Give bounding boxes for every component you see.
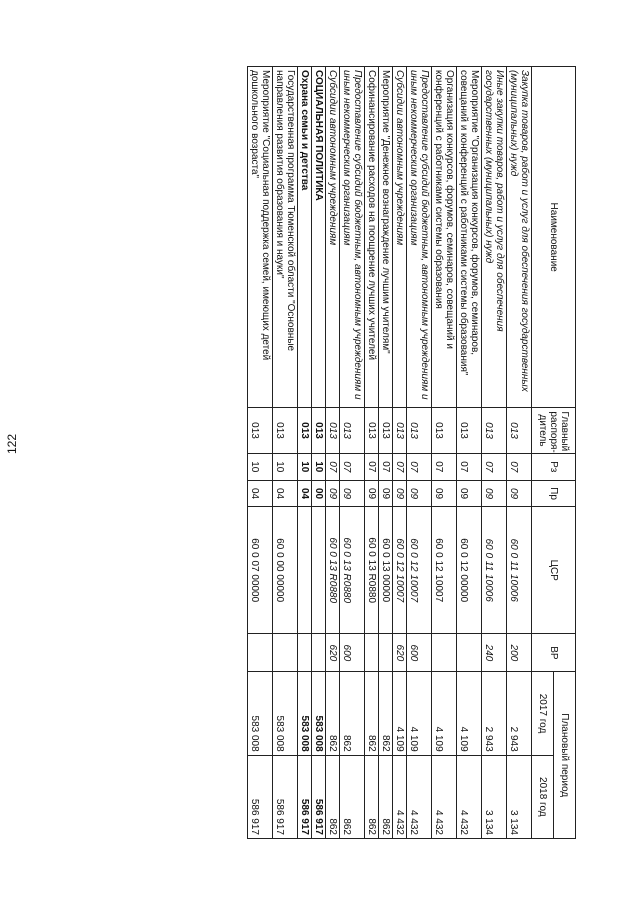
table-row bbox=[507, 67, 532, 839]
header-pr: Пр bbox=[532, 480, 576, 506]
cell-rz: 07 bbox=[507, 453, 532, 480]
cell-csr bbox=[312, 507, 326, 634]
header-2018: 2018 год bbox=[532, 755, 554, 838]
cell-grbs: 013 bbox=[340, 408, 365, 453]
cell-rz: 07 bbox=[365, 453, 379, 480]
cell-vr bbox=[365, 634, 379, 672]
cell-rz: 10 bbox=[298, 453, 312, 480]
cell-pr: 09 bbox=[407, 480, 432, 506]
cell-2018: 862 bbox=[379, 755, 393, 838]
budget-table bbox=[247, 66, 576, 839]
cell-2018: 586 917 bbox=[273, 755, 298, 838]
cell-csr: 60 0 13 00000 bbox=[379, 507, 393, 634]
cell-2017: 583 008 bbox=[312, 672, 326, 755]
cell-rz: 07 bbox=[393, 453, 407, 480]
cell-csr: 60 0 12 10007 bbox=[407, 507, 432, 634]
cell-vr: 620 bbox=[326, 634, 340, 672]
cell-name: Предоставление субсидий бюджетным, автономным учреждениям и иным некоммерческим организациям bbox=[407, 67, 432, 408]
cell-rz: 07 bbox=[379, 453, 393, 480]
cell-grbs: 013 bbox=[273, 408, 298, 453]
table-row bbox=[407, 67, 432, 839]
cell-rz: 10 bbox=[312, 453, 326, 480]
cell-name: Предоставление субсидий бюджетным, автономным учреждениям и иным некоммерческим организациям bbox=[340, 67, 365, 408]
cell-pr: 09 bbox=[457, 480, 482, 506]
table-row bbox=[365, 67, 379, 839]
cell-rz: 07 bbox=[340, 453, 365, 480]
cell-rz: 10 bbox=[273, 453, 298, 480]
rotated-page bbox=[126, 66, 576, 839]
cell-vr bbox=[298, 634, 312, 672]
cell-2017: 862 bbox=[379, 672, 393, 755]
cell-2017: 583 008 bbox=[298, 672, 312, 755]
cell-csr: 60 0 07 00000 bbox=[248, 507, 273, 634]
cell-grbs: 013 bbox=[312, 408, 326, 453]
cell-2018: 862 bbox=[365, 755, 379, 838]
cell-name: Государственная программа Тюменской области "Основные направления развития образования и науки" bbox=[273, 67, 298, 408]
table-row bbox=[298, 67, 312, 839]
table-row bbox=[393, 67, 407, 839]
cell-grbs: 013 bbox=[432, 408, 457, 453]
cell-2017: 862 bbox=[326, 672, 340, 755]
cell-name: Мероприятие "Социальная поддержка семей, имеющих детей дошкольного возраста" bbox=[248, 67, 273, 408]
table-row bbox=[248, 67, 273, 839]
cell-csr: 60 0 00 00000 bbox=[273, 507, 298, 634]
cell-2018: 4 432 bbox=[407, 755, 432, 838]
cell-2017: 4 109 bbox=[407, 672, 432, 755]
cell-2018: 862 bbox=[340, 755, 365, 838]
cell-pr: 00 bbox=[312, 480, 326, 506]
cell-name: Мероприятие "Денежное вознаграждение лучшим учителям" bbox=[379, 67, 393, 408]
cell-vr: 240 bbox=[482, 634, 507, 672]
cell-name: СОЦИАЛЬНАЯ ПОЛИТИКА bbox=[312, 67, 326, 408]
table-row bbox=[340, 67, 365, 839]
cell-csr: 60 0 11 10006 bbox=[482, 507, 507, 634]
cell-2018: 4 432 bbox=[393, 755, 407, 838]
cell-rz: 07 bbox=[457, 453, 482, 480]
cell-grbs: 013 bbox=[507, 408, 532, 453]
cell-grbs: 013 bbox=[482, 408, 507, 453]
cell-name: Субсидии автономным учреждениям bbox=[326, 67, 340, 408]
cell-csr: 60 0 11 10006 bbox=[507, 507, 532, 634]
cell-csr: 60 0 12 00000 bbox=[457, 507, 482, 634]
cell-rz: 07 bbox=[432, 453, 457, 480]
cell-rz: 07 bbox=[482, 453, 507, 480]
header-name: Наименование bbox=[532, 67, 576, 408]
cell-grbs: 013 bbox=[457, 408, 482, 453]
cell-2017: 2 943 bbox=[482, 672, 507, 755]
cell-pr: 09 bbox=[393, 480, 407, 506]
cell-grbs: 013 bbox=[365, 408, 379, 453]
table-row bbox=[379, 67, 393, 839]
cell-grbs: 013 bbox=[407, 408, 432, 453]
cell-pr: 09 bbox=[326, 480, 340, 506]
cell-name: Организация конкурсов, форумов, семинаров, совещаний и конференций с работниками системы образования bbox=[432, 67, 457, 408]
cell-pr: 09 bbox=[340, 480, 365, 506]
cell-2018: 4 432 bbox=[432, 755, 457, 838]
cell-2017: 862 bbox=[340, 672, 365, 755]
cell-grbs: 013 bbox=[393, 408, 407, 453]
cell-vr: 600 bbox=[340, 634, 365, 672]
table-header bbox=[532, 67, 576, 839]
cell-name: Иные закупки товаров, работ и услуг для обеспечения государственных (муниципальных) нужд bbox=[482, 67, 507, 408]
cell-rz: 07 bbox=[326, 453, 340, 480]
cell-2018: 586 917 bbox=[298, 755, 312, 838]
cell-pr: 09 bbox=[482, 480, 507, 506]
table-body bbox=[248, 67, 532, 839]
cell-vr bbox=[457, 634, 482, 672]
cell-pr: 04 bbox=[273, 480, 298, 506]
cell-2017: 4 109 bbox=[457, 672, 482, 755]
cell-2018: 586 917 bbox=[248, 755, 273, 838]
cell-2017: 583 008 bbox=[248, 672, 273, 755]
cell-2018: 586 917 bbox=[312, 755, 326, 838]
cell-vr bbox=[432, 634, 457, 672]
cell-vr: 200 bbox=[507, 634, 532, 672]
cell-csr: 60 0 12 10007 bbox=[432, 507, 457, 634]
cell-vr bbox=[273, 634, 298, 672]
cell-2018: 3 134 bbox=[507, 755, 532, 838]
cell-name: Софинансирование расходов на поощрение лучших учителей bbox=[365, 67, 379, 408]
table-row bbox=[482, 67, 507, 839]
cell-rz: 07 bbox=[407, 453, 432, 480]
header-grbs: Главный распоря-дитель bbox=[532, 408, 576, 453]
cell-pr: 09 bbox=[379, 480, 393, 506]
cell-2017: 4 109 bbox=[393, 672, 407, 755]
cell-grbs: 013 bbox=[379, 408, 393, 453]
cell-name: Закупка товаров, работ и услуг для обеспечения государственных (муниципальных) нужд bbox=[507, 67, 532, 408]
header-plan-period: Плановый период bbox=[554, 672, 576, 839]
cell-2017: 4 109 bbox=[432, 672, 457, 755]
table-row bbox=[273, 67, 298, 839]
cell-vr: 600 bbox=[407, 634, 432, 672]
cell-2018: 3 134 bbox=[482, 755, 507, 838]
cell-csr: 60 0 13 R0880 bbox=[326, 507, 340, 634]
cell-grbs: 013 bbox=[298, 408, 312, 453]
page-number: 122 bbox=[5, 433, 19, 455]
cell-2018: 862 bbox=[326, 755, 340, 838]
cell-pr: 09 bbox=[365, 480, 379, 506]
cell-pr: 09 bbox=[507, 480, 532, 506]
header-vr: ВР bbox=[532, 634, 576, 672]
header-2017: 2017 год bbox=[532, 672, 554, 755]
cell-pr: 09 bbox=[432, 480, 457, 506]
table-row bbox=[457, 67, 482, 839]
table-row bbox=[326, 67, 340, 839]
table-row bbox=[432, 67, 457, 839]
cell-2017: 862 bbox=[365, 672, 379, 755]
cell-csr: 60 0 13 R0880 bbox=[365, 507, 379, 634]
cell-2017: 2 943 bbox=[507, 672, 532, 755]
cell-name: Охрана семьи и детства bbox=[298, 67, 312, 408]
cell-csr: 60 0 13 R0880 bbox=[340, 507, 365, 634]
cell-grbs: 013 bbox=[248, 408, 273, 453]
cell-2017: 583 008 bbox=[273, 672, 298, 755]
cell-name: Субсидии автономным учреждениям bbox=[393, 67, 407, 408]
table-row bbox=[312, 67, 326, 839]
header-rz: Рз bbox=[532, 453, 576, 480]
header-csr: ЦСР bbox=[532, 507, 576, 634]
cell-pr: 04 bbox=[298, 480, 312, 506]
cell-vr bbox=[379, 634, 393, 672]
cell-vr bbox=[248, 634, 273, 672]
cell-rz: 10 bbox=[248, 453, 273, 480]
cell-grbs: 013 bbox=[326, 408, 340, 453]
cell-vr: 620 bbox=[393, 634, 407, 672]
cell-pr: 04 bbox=[248, 480, 273, 506]
cell-vr bbox=[312, 634, 326, 672]
cell-csr: 60 0 12 10007 bbox=[393, 507, 407, 634]
cell-2018: 4 432 bbox=[457, 755, 482, 838]
cell-csr bbox=[298, 507, 312, 634]
cell-name: Мероприятие "Организация конкурсов, форумов, семинаров, совещаний и конференций с работниками системы образования" bbox=[457, 67, 482, 408]
